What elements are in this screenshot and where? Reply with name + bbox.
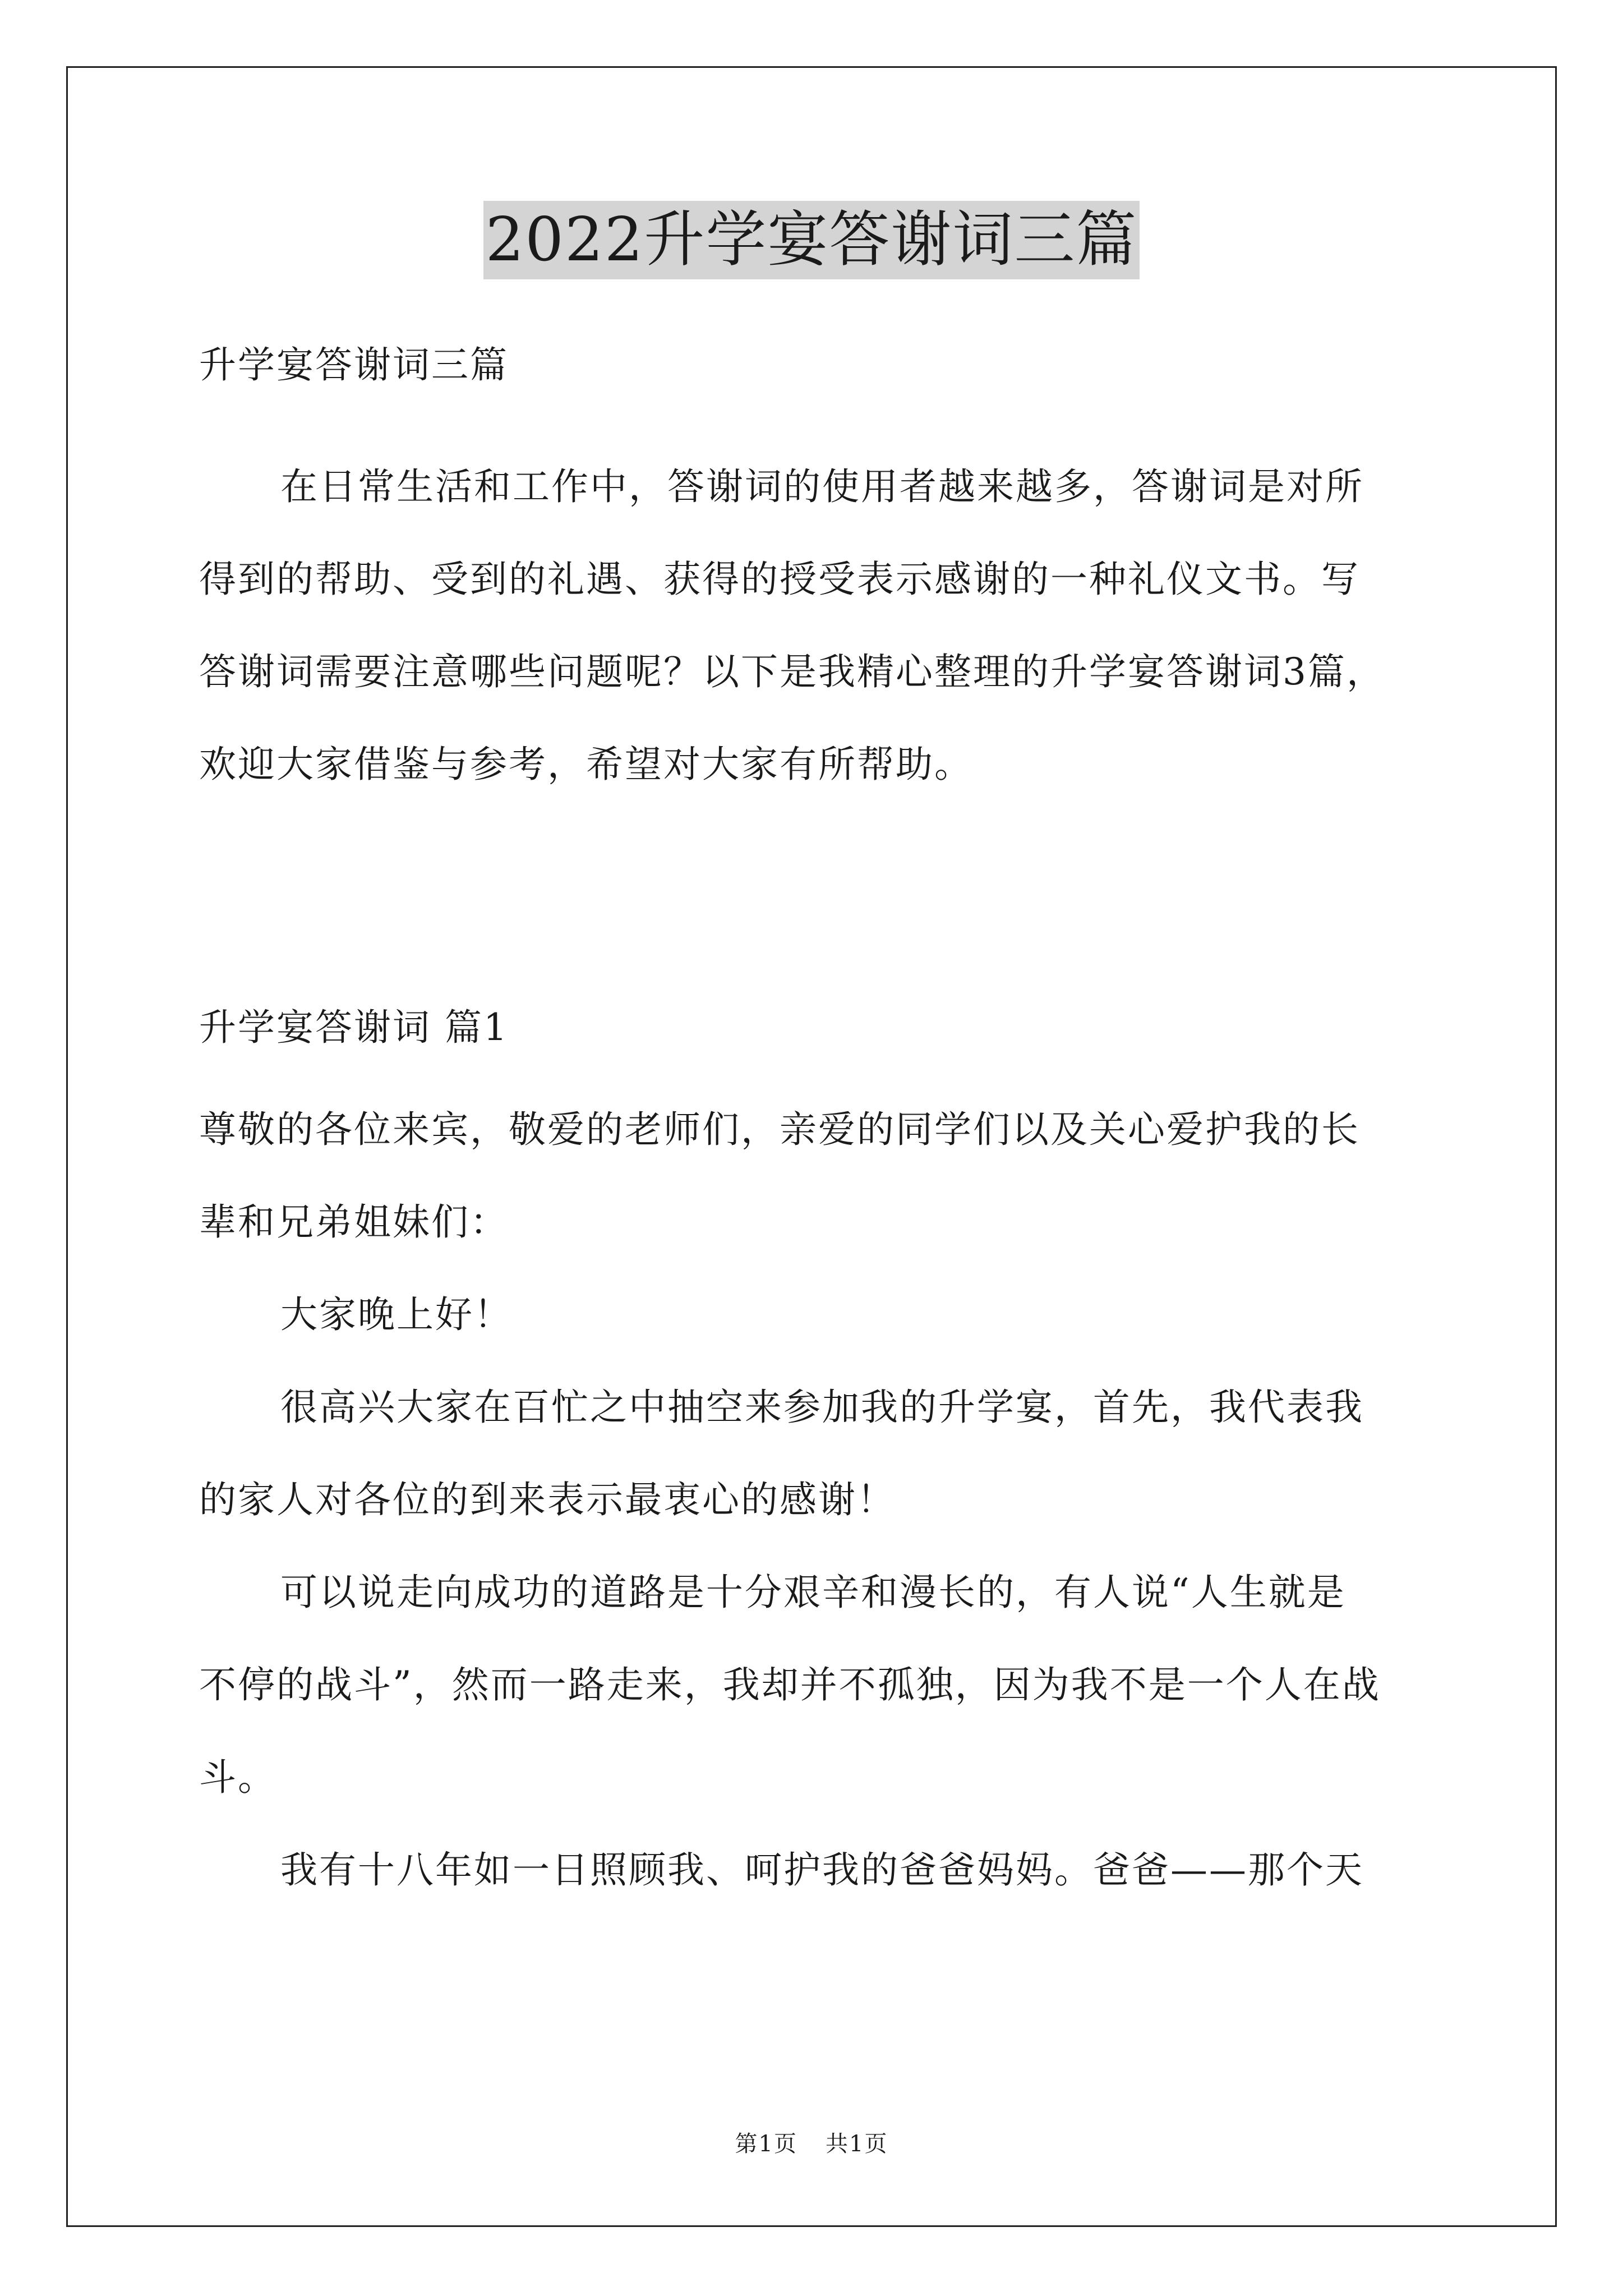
intro-line: 得到的帮助、受到的礼遇、获得的授受表示感谢的一种礼仪文书。写 [199,558,1360,601]
body-line: 的家人对各位的到来表示最衷心的感谢！ [199,1478,896,1521]
body-line: 我有十八年如一日照顾我、呵护我的爸爸妈妈。爸爸——那个天 [280,1848,1364,1892]
intro-line: 答谢词需要注意哪些问题呢？以下是我精心整理的升学宴答谢词3篇， [199,650,1385,693]
document-title: 2022升学宴答谢词三篇 [483,201,1140,279]
body-line: 斗。 [199,1756,276,1799]
body-line: 辈和兄弟姐妹们： [199,1200,509,1244]
intro-line: 欢迎大家借鉴与参考，希望对大家有所帮助。 [199,743,973,786]
document-subtitle: 升学宴答谢词三篇 [199,343,509,386]
body-line: 很高兴大家在百忙之中抽空来参加我的升学宴，首先，我代表我 [280,1386,1364,1429]
section-heading-block [199,981,1455,1074]
intro-line: 在日常生活和工作中，答谢词的使用者越来越多，答谢词是对所 [280,465,1364,508]
page-total: 共1页 [826,2131,888,2157]
page-number: 第1页 [735,2131,797,2157]
section-heading: 升学宴答谢词 篇1 [199,1006,509,1049]
body-line: 大家晚上好！ [280,1293,513,1336]
page-footer [0,2126,1623,2158]
body-line: 尊敬的各位来宾，敬爱的老师们，亲爱的同学们以及关心爱护我的长 [199,1108,1360,1151]
body-line: 不停的战斗”，然而一路走来，我却并不孤独，因为我不是一个人在战 [199,1663,1381,1706]
subtitle-block [199,319,1455,411]
title-container [0,201,1623,279]
intro-paragraph [199,440,1455,811]
body-text [199,1083,1455,1916]
body-line: 可以说走向成功的道路是十分艰辛和漫长的，有人说“人生就是 [280,1571,1346,1614]
